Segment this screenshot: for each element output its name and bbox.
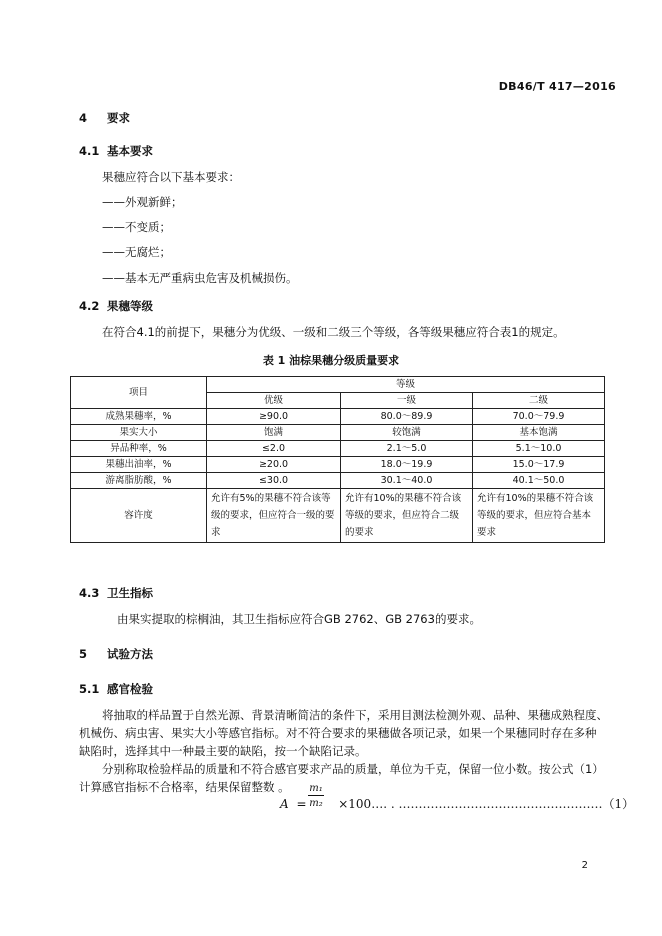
section-title: 果穗等级 [107, 299, 153, 313]
section-number: 4.2 [79, 299, 100, 313]
formula-label: （1） [602, 797, 635, 811]
section-5-heading [79, 646, 153, 662]
section-4-2-text: 在符合4.1的前提下，果穗分为优级、一级和二级三个等级，各等级果穗应符合表1的规定。 [102, 325, 565, 339]
section-title: 卫生指标 [107, 586, 153, 600]
formula-numerator: m₁ [309, 783, 323, 794]
table-cell: 40.1～50.0 [473, 473, 605, 489]
table-row [71, 441, 605, 457]
paragraph-line: 缺陷时，选择其中一种最主要的缺陷，按一个缺陷记录。 [79, 744, 367, 758]
formula-lhs: A [280, 797, 289, 811]
grade-table [70, 376, 605, 543]
section-4-2-heading [79, 298, 153, 314]
table-row [71, 409, 605, 425]
row-label: 果实大小 [71, 425, 207, 441]
table-cell: 2.1～5.0 [341, 441, 473, 457]
list-item: ——无腐烂； [102, 245, 171, 259]
table-cell: 70.0～79.9 [473, 409, 605, 425]
table-row [71, 489, 605, 543]
list-item: ——外观新鲜； [102, 195, 183, 209]
formula-denominator: m₂ [309, 798, 323, 809]
table-cell: ≤30.0 [207, 473, 341, 489]
row-label: 果穗出油率，% [71, 457, 207, 473]
row-label: 异品种率，% [71, 441, 207, 457]
section-number: 5.1 [79, 682, 100, 696]
page-number: 2 [581, 860, 588, 871]
list-item: ——不变质； [102, 220, 171, 234]
section-title: 基本要求 [107, 144, 153, 158]
paragraph-line: 机械伤、病虫害、果实大小等感官指标。对不符合要求的果穗做各项记录，如果一个果穗同时存在多种 [79, 726, 597, 740]
table-cell: 基本饱满 [473, 425, 605, 441]
table-title: 表 1 油棕果穗分级质量要求 [262, 354, 400, 367]
table-cell: 30.1～40.0 [341, 473, 473, 489]
paragraph-line: 将抽取的样品置于自然光源、背景清晰简洁的条件下，采用目测法检测外观、品种、果穗成熟程度、 [102, 708, 608, 722]
section-number: 4 [79, 111, 88, 125]
table-cell: ≤2.0 [207, 441, 341, 457]
section-title: 试验方法 [107, 647, 153, 661]
section-4-3-heading [79, 585, 153, 601]
section-4-heading [79, 110, 130, 126]
formula-leader: …. . …………………………………………… [371, 797, 603, 811]
header-item: 项目 [71, 377, 207, 409]
table-row [71, 425, 605, 441]
section-number: 4.3 [79, 586, 100, 600]
table-cell: 较饱满 [341, 425, 473, 441]
table-cell: ≥90.0 [207, 409, 341, 425]
row-label: 成熟果穗率，% [71, 409, 207, 425]
formula-times: ×100 [338, 797, 372, 811]
table-row [71, 473, 605, 489]
table-row [71, 457, 605, 473]
table-cell: 5.1～10.0 [473, 441, 605, 457]
document-code: DB46/T 417—2016 [498, 80, 616, 93]
table-cell: 80.0～89.9 [341, 409, 473, 425]
formula-fraction [308, 783, 324, 809]
table-cell: 饱满 [207, 425, 341, 441]
section-number: 4.1 [79, 144, 100, 158]
header-grade: 等级 [207, 377, 605, 393]
section-title: 要求 [107, 111, 130, 125]
table-cell: 15.0～17.9 [473, 457, 605, 473]
section-4-1-heading [79, 143, 153, 159]
section-5-1-heading [79, 681, 153, 697]
formula-equals: = [296, 797, 307, 811]
row-label: 容许度 [71, 489, 207, 543]
section-title: 感官检验 [107, 682, 153, 696]
grade-header: 优级 [207, 393, 341, 409]
section-4-1-intro: 果穗应符合以下基本要求： [102, 170, 240, 184]
section-4-3-text: 由果实提取的棕榈油，其卫生指标应符合GB 2762、GB 2763的要求。 [117, 612, 481, 626]
section-number: 5 [79, 647, 88, 661]
list-item: ——基本无严重病虫危害及机械损伤。 [102, 271, 298, 285]
paragraph-line: 计算感官指标不合格率，结果保留整数 。 [79, 780, 290, 794]
formula [280, 783, 635, 812]
paragraph-line: 分别称取检验样品的质量和不符合感官要求产品的质量，单位为千克，保留一位小数。按公式（1） [102, 762, 604, 776]
tolerance-cell: 允许有10%的果穗不符合该等级的要求，但应符合二级的要求 [341, 489, 473, 543]
grade-header: 一级 [341, 393, 473, 409]
grade-header: 二级 [473, 393, 605, 409]
row-label: 游离脂肪酸，% [71, 473, 207, 489]
table-cell: 18.0～19.9 [341, 457, 473, 473]
tolerance-cell: 允许有10%的果穗不符合该等级的要求，但应符合基本要求 [473, 489, 605, 543]
table-cell: ≥20.0 [207, 457, 341, 473]
tolerance-cell: 允许有5%的果穗不符合该等级的要求，但应符合一级的要求 [207, 489, 341, 543]
